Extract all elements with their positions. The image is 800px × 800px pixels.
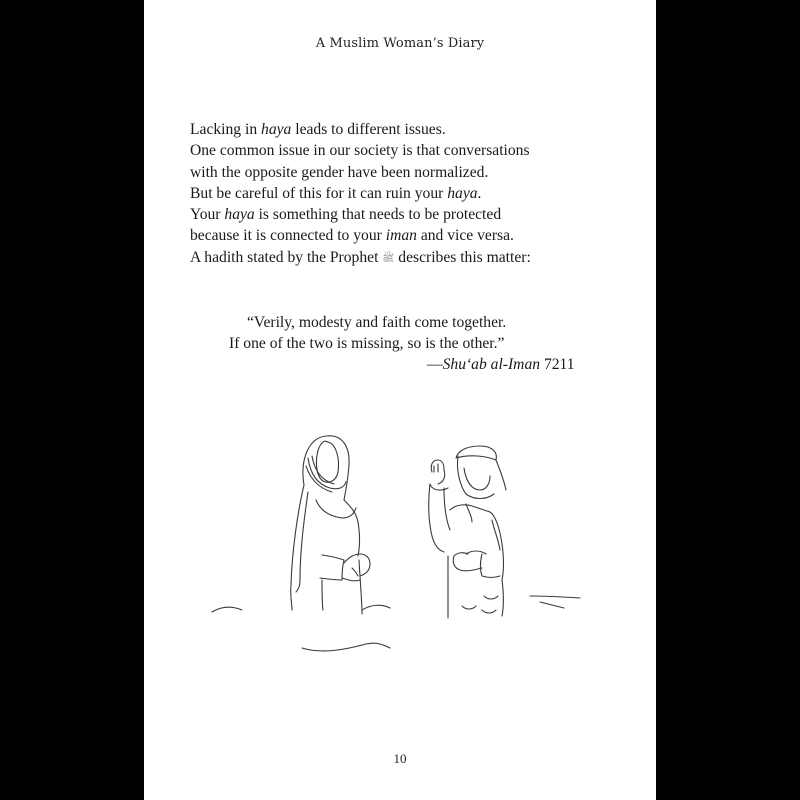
body-line-7 (190, 247, 630, 269)
text-segment: One common issue in our society is that conversations (190, 142, 530, 160)
line-art-illustration (204, 420, 604, 660)
body-line-4 (190, 183, 630, 204)
man-in-keffiyeh-figure (429, 446, 580, 618)
text-segment: because it is connected to your (190, 227, 386, 245)
quote-line-2: If one of the two is missing, so is the other.” (229, 335, 505, 352)
attribution-number: 7211 (540, 356, 575, 373)
book-page (144, 0, 656, 800)
running-head-title: A Muslim Woman’s Diary (315, 36, 485, 51)
body-line-6 (190, 225, 630, 246)
quote-attribution (144, 354, 656, 375)
italic-term-haya: haya (261, 121, 292, 138)
italic-term-iman: iman (385, 227, 417, 245)
text-segment: describes this matter: (394, 248, 531, 266)
text-segment: with the opposite gender have been normalized. (190, 163, 489, 181)
italic-term-haya: haya (447, 184, 478, 202)
text-segment: is something that needs to be protected (254, 206, 502, 224)
text-segment: Your (190, 206, 225, 224)
text-segment: leads to different issues. (291, 121, 446, 138)
honorific-salawat-icon: ﷺ (382, 252, 395, 264)
text-segment: A hadith stated by the Prophet (190, 248, 383, 266)
text-segment: and vice versa. (416, 227, 514, 245)
body-paragraph (190, 119, 630, 269)
body-line-1 (190, 119, 630, 140)
italic-term-haya: haya (224, 206, 255, 224)
text-segment: But be careful of this for it can ruin your (190, 184, 448, 202)
page-number: 10 (393, 751, 407, 766)
text-segment: . (477, 184, 482, 202)
attribution-source: Shu‘ab al-Iman (442, 356, 541, 373)
text-segment: Lacking in (190, 121, 262, 138)
quote-line-1: “Verily, modesty and faith come together. (247, 314, 507, 331)
body-line-2 (190, 140, 630, 161)
hadith-quote (144, 312, 656, 375)
body-line-3 (190, 162, 630, 183)
em-dash: — (427, 356, 443, 373)
body-line-5 (190, 204, 630, 225)
woman-in-hijab-figure (212, 436, 390, 651)
